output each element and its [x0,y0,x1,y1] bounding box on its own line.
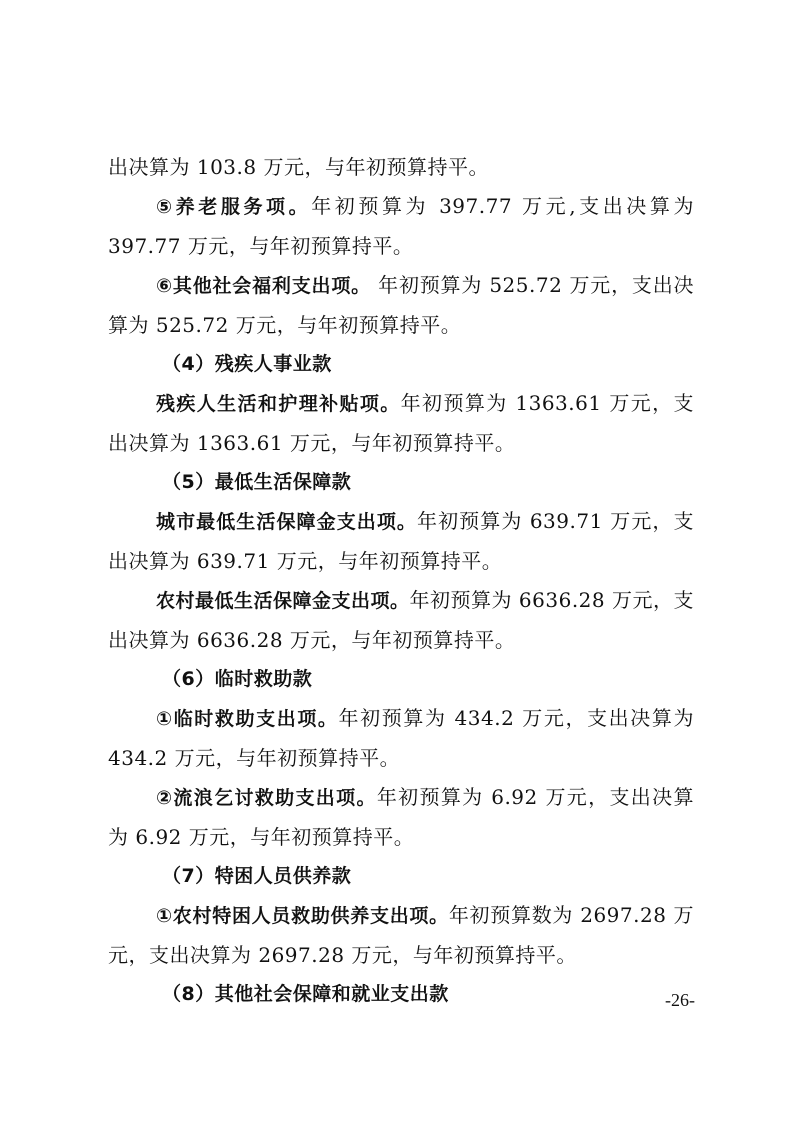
item-text: 年初预算为 6636.28 万元，支出决算为 6636.28 万元，与年初预算持平。 [108,588,694,652]
paragraph-rural-min-living [108,581,694,660]
section-heading-disability: （4）残疾人事业款 [162,353,332,375]
item-title: ①临时救助支出项。 [156,708,339,730]
paragraph-urban-min-living [108,502,694,581]
item-text: 年初预算为 397.77 万元,支出决算为 397.77 万元，与年初预算持平。 [108,194,694,258]
item-title: ⑥其他社会福利支出项。 [156,275,371,297]
item-title: 残疾人生活和护理补贴项。 [156,393,401,415]
paragraph-elderly-care [108,187,694,266]
document-body [108,148,694,1014]
paragraph-continuation [108,148,694,187]
item-text: 年初预算数为 2697.28 万元，支出决算为 2697.28 万元，与年初预算持平。 [108,903,694,967]
page-number: -26- [665,990,695,1010]
section-heading-other-social-security: （8）其他社会保障和就业支出款 [162,983,449,1005]
paragraph-text: 出决算为 103.8 万元，与年初预算持平。 [108,155,489,179]
item-title: ⑤养老服务项。 [156,196,312,218]
item-text: 年初预算为 525.72 万元，支出决算为 525.72 万元，与年初预算持平。 [108,273,694,337]
section-heading-extreme-poverty: （7）特困人员供养款 [162,865,352,887]
item-text: 年初预算为 639.71 万元，支出决算为 639.71 万元，与年初预算持平。 [108,509,694,573]
section-heading-min-living: （5）最低生活保障款 [162,471,352,493]
item-title: 农村最低生活保障金支出项。 [156,590,410,612]
item-text: 年初预算为 6.92 万元，支出决算为 6.92 万元，与年初预算持平。 [108,785,694,849]
item-text: 年初预算为 434.2 万元，支出决算为 434.2 万元，与年初预算持平。 [108,706,694,770]
paragraph-vagrant-relief [108,778,694,857]
paragraph-temporary-relief [108,699,694,778]
section-heading-temporary-relief: （6）临时救助款 [162,668,313,690]
paragraph-disability-subsidy [108,384,694,463]
item-title: ①农村特困人员救助供养支出项。 [156,905,449,927]
item-title: ②流浪乞讨救助支出项。 [156,787,377,809]
paragraph-rural-extreme-poverty [108,896,694,975]
item-text: 年初预算为 1363.61 万元，支出决算为 1363.61 万元，与年初预算持平。 [108,391,694,455]
item-title: 城市最低生活保障金支出项。 [156,511,418,533]
paragraph-other-welfare [108,266,694,345]
